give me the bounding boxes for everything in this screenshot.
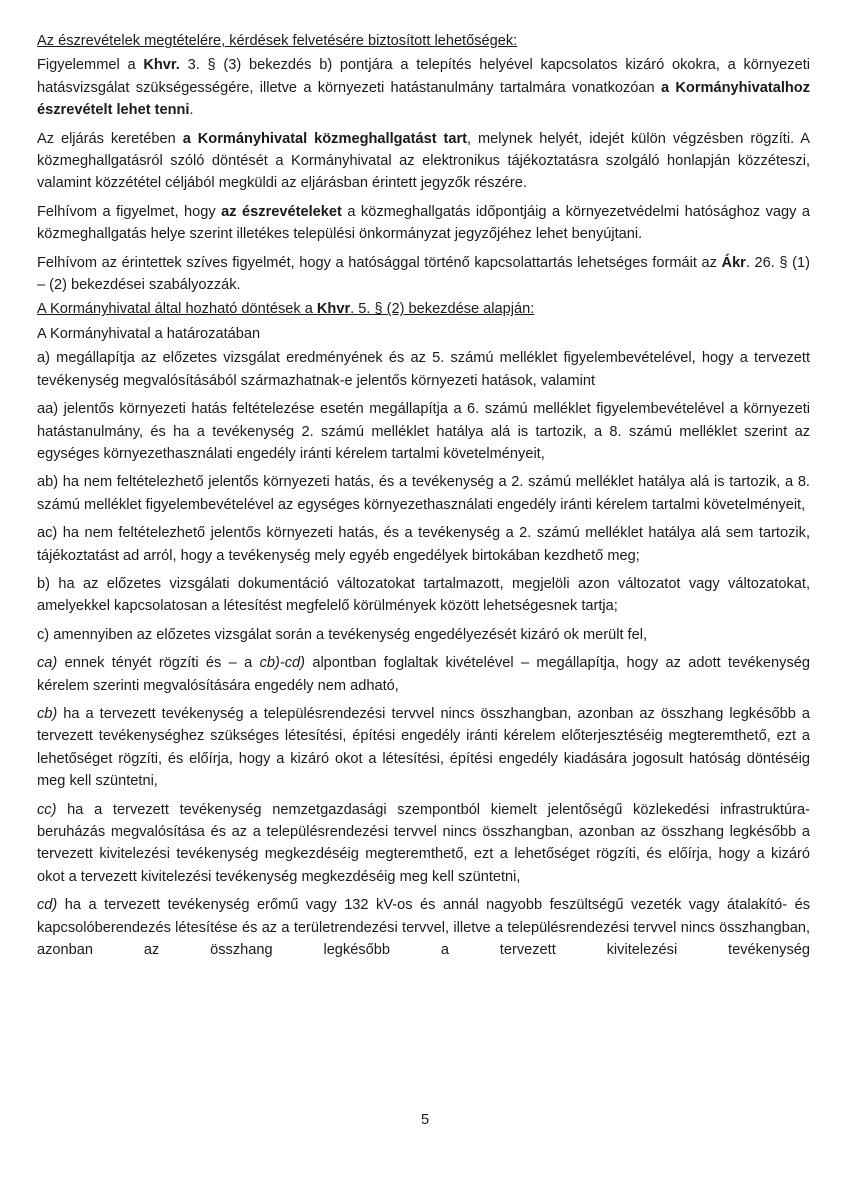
body-paragraph	[37, 799, 810, 889]
text-segment: ha a tervezett tevékenység nemzetgazdasági szempontból kiemelt jelentőségű közlekedési infrastruktúra-beruházás megvalósítása és az a településrendezési tervvel nincs összhangban, azonban az összhang legkésőbb a tervezett kivitelezési tevékenység megkezdéséig megteremthető, ezt a lehetőséget rögzíti, és előírja, hogy a kizáró okot a tervezett kivitelezési tevékenység megkezdéséig meg kell szüntetni,	[37, 801, 810, 885]
text-segment: ennek tényét rögzíti és – a	[57, 655, 260, 672]
body-paragraph	[37, 128, 810, 195]
text-segment: Felhívom az érintettek szíves figyelmét, hogy a hatósággal történő kapcsolattartás lehetséges formáit az	[37, 254, 722, 271]
text-segment: ac) ha nem feltételezhető jelentős környezeti hatás, és a tevékenység a 2. számú melléklet hatálya alá sem tartozik, tájékoztatást ad arról, hogy a tevékenység mely egyéb engedélyek birtokában kezdhető meg;	[37, 525, 810, 564]
text-segment: a közmeghallgatás időpontjáig a környezetvédelmi hatósághoz vagy a közmeghallgatás helye szerint illetékes települési önkormányzat jegyzőjéhez lehet benyújtani.	[37, 203, 811, 243]
section-heading	[37, 298, 810, 320]
text-segment: Felhívom a figyelmet, hogy	[37, 203, 222, 220]
body-paragraph	[37, 471, 810, 516]
text-segment: A Kormányhivatal által hozható döntések a	[37, 301, 317, 318]
text-segment: alpontban foglaltak kivételével – megállapítja, hogy az adott tevékenység kérelem szerinti megvalósítására engedély nem adható,	[37, 655, 810, 694]
bold-text: Khvr.	[143, 57, 180, 74]
text-segment: b) ha az előzetes vizsgálati dokumentáció változatokat tartalmazott, megjelöli azon változatot vagy változatokat, amelyekkel kapcsolatosan a létesítést megfelelő körülmények között lehetségesnek tartja;	[37, 575, 810, 615]
page-number: 5	[420, 1112, 430, 1128]
body-paragraph	[37, 252, 810, 297]
italic-text: cb)	[37, 705, 58, 722]
body-paragraph	[37, 703, 810, 793]
text-segment: A Kormányhivatal a határozatában	[37, 325, 261, 342]
text-segment: .	[189, 102, 194, 119]
body-paragraph	[37, 323, 810, 345]
text-segment: a) megállapítja az előzetes vizsgálat eredményének és az 5. számú melléklet figyelembevételével, hogy a tervezett tevékenység megvalósításából származhatnak-e jelentős környezeti hatások, valamint	[37, 350, 810, 389]
section-heading	[37, 30, 810, 52]
italic-text: cb)-cd)	[259, 655, 305, 672]
bold-text: Ákr	[721, 254, 746, 271]
text-segment: . 5. § (2) bekezdése alapján:	[350, 301, 535, 318]
italic-text: cc)	[37, 801, 57, 818]
body-paragraph	[37, 398, 810, 465]
body-paragraph	[37, 894, 810, 961]
body-paragraph	[37, 522, 810, 567]
body-paragraph	[37, 54, 810, 121]
text-segment: ab) ha nem feltételezhető jelentős környezeti hatás, és a tevékenység a 2. számú melléklet hatálya alá is tartozik, a 8. számú melléklet figyelembevételével az egységes környezethasználati engedély iránti kérelem tartalmi követelményeit,	[37, 474, 810, 513]
body-paragraph	[37, 624, 810, 646]
bold-text: a Kormányhivatalhoz észrevételt lehet tenni	[37, 79, 811, 119]
bold-text: Khvr	[316, 301, 351, 318]
text-segment: ha a tervezett tevékenység erőmű vagy 132 kV-os és annál nagyobb feszültségű vezeték vagy átalakító- és kapcsolóberendezés létesítése és az a területrendezési tervvel, illetve a településrendezési tervvel nincs összhangban, azonban az összhang legkésőbb a tervezett kivitelezési tevékenység	[37, 897, 810, 959]
body-paragraph	[37, 573, 810, 618]
text-segment: 3. § (3) bekezdés b) pontjára a telepítés helyével kapcsolatos kizáró okokra, a környezeti hatásvizsgálat szükségességére, illetve a környezeti hatástanulmány tartalmára vonatkozóan	[37, 57, 810, 96]
text-segment: c) amennyiben az előzetes vizsgálat során a tevékenység engedélyezését kizáró ok merült fel,	[37, 626, 648, 643]
bold-text: az észrevételeket	[221, 203, 342, 220]
text-segment: , melynek helyét, idejét külön végzésben rögzíti. A közmeghallgatásról szóló döntését a Kormányhivatal az elektronikus tájékoztatásra szolgáló honlapján közzéteszi, valamint közzététel céljából megküldi az eljárásban érintett jegyzők részére.	[37, 130, 810, 192]
body-paragraph	[37, 652, 810, 697]
document-page	[37, 30, 810, 967]
text-segment: . 26. § (1) – (2) bekezdései szabályozzák.	[37, 254, 810, 294]
text-segment: Az eljárás keretében	[37, 130, 183, 147]
bold-text: a Kormányhivatal közmeghallgatást tart	[182, 130, 468, 147]
text-segment: Az észrevételek megtételére, kérdések felvetésére biztosított lehetőségek:	[37, 33, 518, 49]
text-segment: Figyelemmel a	[37, 57, 144, 74]
body-paragraph	[37, 347, 810, 392]
text-segment: ha a tervezett tevékenység a településrendezési tervvel nincs összhangban, azonban az összhang legkésőbb a tervezett tevékenységhez szükséges létesítési, építési engedély iránti kérelem előterjesztéséig megteremthető, ezt a lehetőséget rögzíti, és előírja, hogy a kizáró okot a létesítési, építési engedély kiadására jogosult hatóság döntéséig meg kell szüntetni,	[37, 705, 810, 790]
text-segment: aa) jelentős környezeti hatás feltételezése esetén megállapítja a 6. számú melléklet figyelembevételével a környezeti hatástanulmány, és ha a tevékenység 2. számú melléklet hatálya alá is tartozik, a 8. számú melléklet szerint az egységes környezethasználati engedély iránti kérelem tartalmi követelményeit,	[37, 401, 810, 462]
body-paragraph	[37, 201, 810, 246]
italic-text: ca)	[37, 655, 58, 672]
italic-text: cd)	[37, 897, 58, 914]
